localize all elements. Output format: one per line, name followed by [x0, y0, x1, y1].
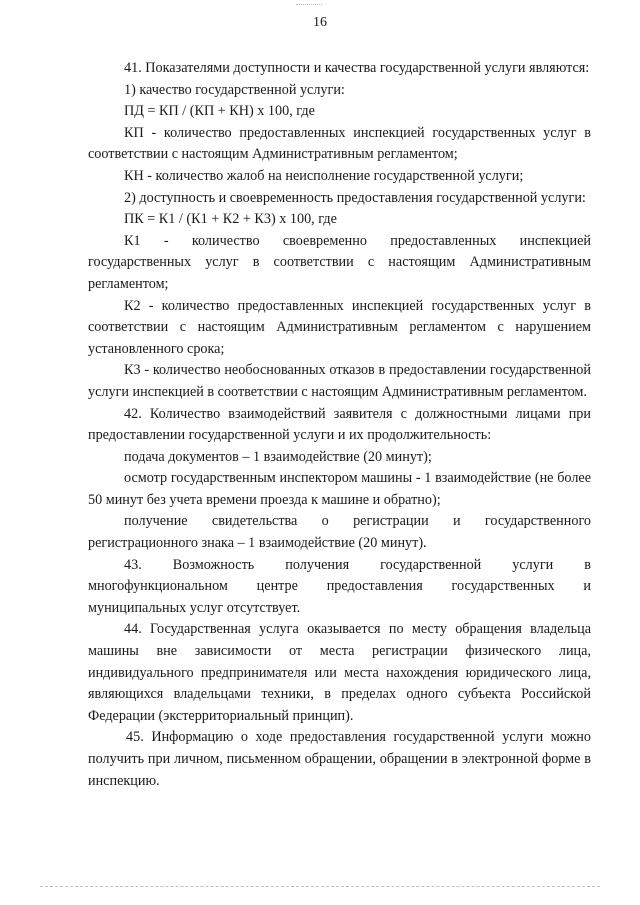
definition-kn: КН - количество жалоб на неисполнение государственной услуги; [124, 167, 524, 184]
formula-pk: ПК = К1 / (К1 + К2 + К3) х 100, где [124, 211, 337, 228]
definition-kp: КП - количество предоставленных инспекцией государственных услуг в соответствии с настоящим Административным регламентом; [88, 124, 591, 163]
scan-mark [296, 4, 322, 8]
interaction-inspection: осмотр государственным инспектором машины - 1 взаимодействие (не более 50 минут без учета времени проезда к машине и обратно); [88, 470, 591, 508]
paragraph-44: 44. Государственная услуга оказывается по месту обращения владельца машины вне зависимости от места регистрации физического лица, индивидуального предпринимателя или места нахождения юридического лица, являющихся владельцами техники, в пределах одного субъекта Российской Федерации (экстерриториальный принцип). [88, 621, 591, 724]
interaction-certificate: получение свидетельства о регистрации и государственного регистрационного знака – 1 взаимодействие (20 минут). [88, 513, 591, 552]
accessibility-heading: 2) доступность и своевременность предоставления государственной услуги: [124, 189, 586, 206]
definition-k1: К1 - количество своевременно предоставленных инспекцией государственных услуг в соответствии с настоящим Административным регламентом; [88, 232, 591, 292]
paragraph-41: 41. Показателями доступности и качества государственной услуги являются: [124, 60, 590, 76]
paragraph-43: 43. Возможность получения государственной услуги в многофункциональном центре предоставления государственных и муниципальных услуг отсутствует. [88, 556, 591, 616]
bottom-divider [40, 886, 600, 887]
paragraph-45: 45. Информацию о ходе предоставления государственной услуги можно получить при личном, письменном обращении, обращении в электронной форме в инспекцию. [88, 729, 591, 789]
paragraph-42: 42. Количество взаимодействий заявителя с должностными лицами при предоставлении государственной услуги и их продолжительность: [88, 405, 591, 444]
interaction-submission: подача документов – 1 взаимодействие (20 минут); [124, 448, 432, 465]
page-number: 16 [313, 15, 327, 30]
definition-k2: К2 - количество предоставленных инспекцией государственных услуг в соответствии с настоящим Административным регламентом с нарушением установленного срока; [88, 297, 591, 357]
document-body [88, 58, 591, 792]
definition-k3: К3 - количество необоснованных отказов в предоставлении государственной услуги инспекцией в соответствии с настоящим Административным регламентом. [88, 362, 591, 400]
quality-heading: 1) качество государственной услуги: [124, 81, 345, 98]
formula-pd: ПД = КП / (КП + КН) х 100, где [124, 103, 315, 120]
